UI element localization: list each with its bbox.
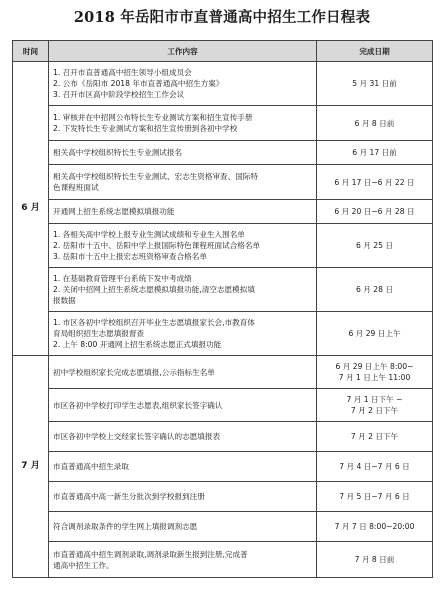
task-date [317,224,433,268]
task-date [317,268,433,312]
header-time: 时间 [13,41,49,62]
task-line: 2. 关闭中招网上招生系统志愿模拟填报功能,清空志愿模拟填 [53,285,255,294]
task-date [317,452,433,482]
task-line: 相关高中学校组织特长生专业测试、宏志生资格审查、国际特 [53,172,259,181]
task-content [49,482,317,512]
task-line: 1. 在基础教育管理平台系统下发中考成绩 [53,274,192,283]
task-content [49,422,317,452]
task-content [49,224,317,268]
task-line: 市直普通高中招生录取 [53,462,129,471]
date-line: 7 月 2 日下午 [350,432,399,441]
schedule-row [13,389,433,422]
date-line: 7 月 5 日~7 月 6 日 [339,492,410,501]
month-july: 7 月 [13,356,49,578]
date-line: 7 月 4 日~7 月 6 日 [339,462,410,471]
task-content [49,356,317,389]
schedule-body [13,62,433,578]
schedule-row [13,356,433,389]
task-line: 2. 下发特长生专业测试方案和招生宣传册到各初中学校 [53,124,238,133]
date-line: 5 月 31 日前 [352,79,397,88]
schedule-row [13,452,433,482]
task-line: 初中学校组织家长完成志愿填报,公示指标生名单 [53,367,215,377]
date-line: 6 月 25 日 [356,241,393,250]
schedule-row [13,141,433,165]
date-line: 7 月 1 日上午 11:00 [338,373,411,382]
task-date [317,200,433,224]
schedule-row [13,482,433,512]
schedule-row [13,422,433,452]
date-line: 6 月 8 日前 [354,118,395,128]
task-content [49,62,317,106]
schedule-row [13,165,433,200]
header-date: 完成日期 [317,41,433,62]
task-line: 3. 岳阳市十五中上报宏志班资格审查合格名单 [53,252,207,261]
task-line: 2. 上午 8:00 开通网上招生系统志愿正式填报功能 [53,340,222,349]
schedule-row [13,312,433,356]
task-content [49,389,317,422]
task-line: 1. 市区各初中学校组织召开毕业生志愿填报家长会,市教育体 [53,318,255,327]
task-line: 1. 各相关高中学校上报专业生测试成绩和专业生入围名单 [53,230,245,239]
task-content [49,200,317,224]
task-line: 2. 岳阳市十五中、岳阳中学上报国际特色课程班面试合格名单 [53,241,261,250]
date-line: 6 月 28 日 [356,285,393,294]
task-content [49,141,317,165]
task-line: 市直普通高中招生调剂录取,调剂录取新生报到注册,完成普 [53,549,248,559]
task-line: 市区各初中学校上交经家长签字确认的志愿填报表 [53,432,221,441]
task-content [49,312,317,356]
task-date [317,356,433,389]
month-june: 6 月 [13,62,49,356]
task-date [317,141,433,165]
task-date [317,482,433,512]
task-line: 报数据 [53,296,76,305]
schedule-table [12,40,433,578]
task-content [49,452,317,482]
date-line: 7 月 1 日下午 ~ [346,395,403,404]
task-line: 市区各初中学校打印学生志愿表,组织家长签字确认 [53,400,223,410]
schedule-row [13,62,433,106]
task-line: 市直普通高中高一新生分批次到学校报到注册 [53,492,205,501]
task-date [317,62,433,106]
task-line: 开通网上招生系统志愿模拟填报功能 [53,207,175,216]
task-content [49,268,317,312]
date-line: 6 月 17 日~6 月 22 日 [334,177,415,187]
date-line: 6 月 29 日上午 8:00~ [335,362,414,371]
task-date [317,422,433,452]
header-content: 工作内容 [49,41,317,62]
task-date [317,389,433,422]
task-line: 育局组织招生志愿填报督查 [53,329,145,338]
schedule-row [13,542,433,578]
document-title: 2018 年岳阳市市直普通高中招生工作日程表 [73,9,371,26]
task-content [49,512,317,542]
task-content [49,542,317,578]
schedule-row [13,106,433,141]
task-line: 1. 审核并在中招网公布特长生专业测试方案和招生宣传手册 [53,113,253,122]
date-line: 6 月 29 日上午 [348,329,401,338]
task-line: 相关高中学校组织特长生专业测试报名 [53,148,183,157]
date-line: 6 月 17 日前 [352,148,397,157]
schedule-row [13,512,433,542]
date-line: 6 月 20 日~6 月 28 日 [334,207,415,216]
schedule-row [13,268,433,312]
task-line: 1. 召开市直普通高中招生领导小组成员会 [53,68,192,77]
task-date [317,165,433,200]
schedule-row [13,224,433,268]
date-line: 7 月 2 日下午 [350,406,399,415]
task-line: 3. 召开市区高中阶段学校招生工作会议 [53,90,185,99]
task-line: 色课程班面试 [53,183,99,192]
task-date [317,512,433,542]
header-row [13,41,433,62]
task-line: 通高中招生工作。 [53,560,114,570]
task-date [317,106,433,141]
date-line: 7 月 7 日 8:00~20:00 [334,522,415,531]
task-date [317,542,433,578]
task-line: 符合调剂录取条件的学生网上填报调剂志愿 [53,522,198,531]
date-line: 7 月 8 日前 [354,555,395,564]
task-date [317,312,433,356]
task-content [49,106,317,141]
task-line: 2. 公布《岳阳市 2018 年市直普通高中招生方案》 [53,79,224,88]
schedule-row [13,200,433,224]
task-content [49,165,317,200]
